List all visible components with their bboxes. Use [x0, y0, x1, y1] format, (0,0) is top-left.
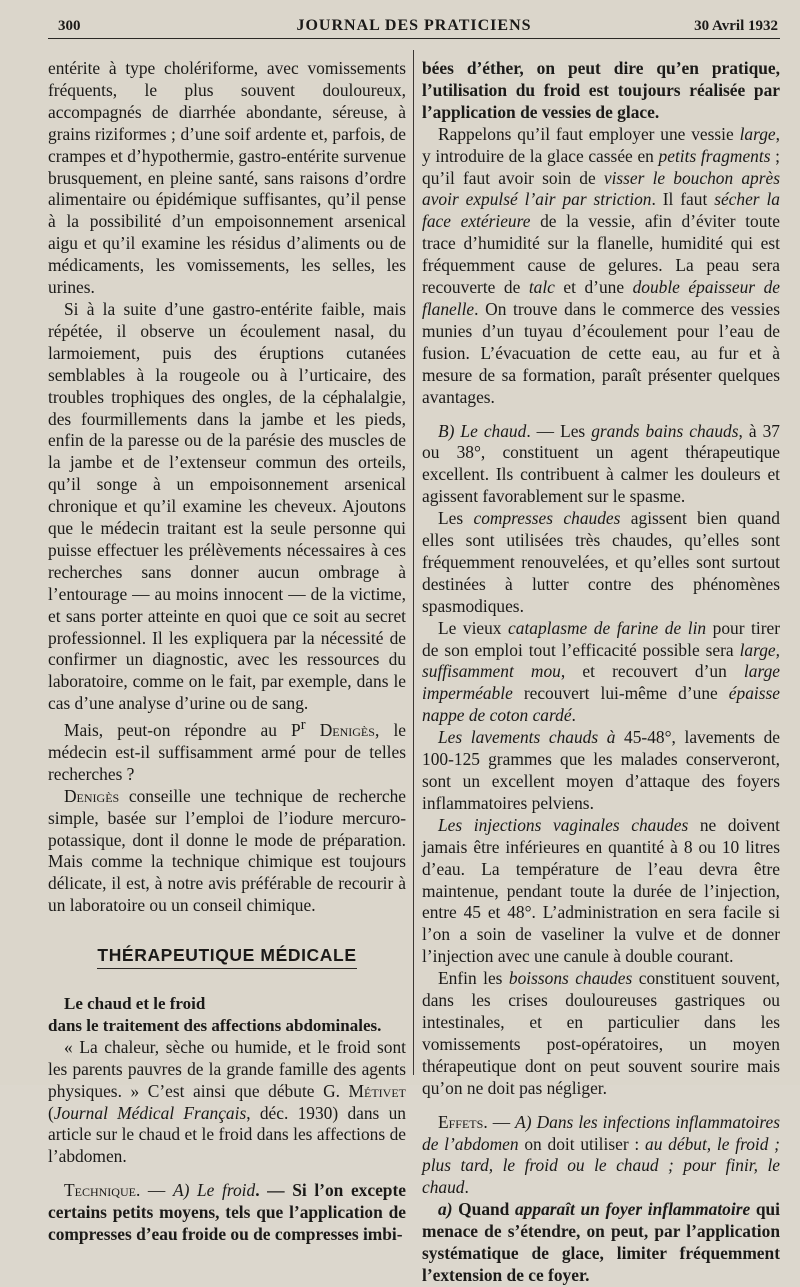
paragraph-ice-bag-method: Rappelons qu’il faut employer une vessie large, y introduire de la glace cassée en petits fragments ; qu’il faut avoir soin de visser le bouchon après avoir expulsé l’air par striction. Il faut sécher la face extérieure de la vessie, afin d’éviter toute trace d’humidité sur la flanelle, humidité qui est fréquemment cause de gelures. La peau sera recouverte de talc et d’une double épaisseur de flanelle. On trouve dans le commerce des vessies munies d’un tuyau d’écoulement pour l’eau de fusion. L’évacuation de cette eau, au fur et à mesure de sa formation, paraît présenter quelques avantages.: [422, 123, 781, 407]
author-name: Métivet: [348, 1080, 406, 1101]
paragraph-hot-compresses: Les compresses chaudes agissent bien quand elles sont utilisées très chaudes, qu’elles sont fréquemment renouvelées, et qu’elles sont surtout destinées à lutter contre des phénomènes spasmodiques.: [422, 508, 781, 616]
paragraph-hot-drinks: Enfin les boissons chaudes constituent souvent, dans les crises douloureuses gastriques ou intestinales, et en particulier dans les vomissements post-opératoires, un moyen thérapeutique dont on peut souvent sourire mais qu’on ne doit pas négliger.: [422, 968, 780, 1098]
run-in-heading: Technique: [64, 1180, 136, 1201]
paragraph-arsenic-chronic: Si à la suite d’une gastro-entérite faible, mais répétée, il observe un écoulement nasal, du larmoiement, puis des éruptions cutanées semblables à la rougeole ou à l’urticaire, des troubles trophiques des ongles, de la céphalalgie, des fourmillements dans la jambe et les pieds, enfin de la paresse ou de la parésie des muscles de la jambe et de l’extenseur commun des orteils, qu’il songe à un empoisonnement arsenical chronique et qu’il examine les cheveux. Ajoutons que le médecin traitant est la seule personne qui puisse effectuer les prélèvements nécessaires à ces recherches sans donner aucun ombrage à l’entourage — au moins innocent — de la victime, et sans porter atteinte en quoi que ce soit au secret professionnel. Il les expliquera par la nécessité de confirmer un diagnostic, avec les ressources du laboratoire, comme on le fait, par exemple, dans le cas d’une analyse d’urine ou de sang.: [48, 298, 406, 714]
journal-name: Journal Médical Français: [53, 1102, 247, 1123]
left-column: [48, 58, 406, 1246]
paragraph-deniges-question: Mais, peut-on répondre au $P^r$ Denigès, le médecin est-il suffisamment armé pour de telles recherches ?: [48, 717, 406, 784]
paragraph-heat-baths: B) Le chaud. — Les grands bains chauds, à 37 ou 38°, constituent un agent thérapeutique excellent. Ils contribuent à calmer les douleurs et agissent favorablement sur le spasme.: [422, 420, 780, 507]
paragraph-enemas: Les lavements chauds à 45-48°, lavements de 100-125 grammes que les malades conserveront, sont un excellent moyen d’attaque des foyers inflammatoires pelviens.: [422, 727, 781, 813]
run-in-heading: Effets: [438, 1111, 484, 1132]
right-column: [422, 58, 780, 1287]
paragraph-deniges-technique: Denigès conseille une technique de recherche simple, basée sur l’emploi de l’iodure mercuro-potassique, dont il donne le mode de préparation. Mais comme la technique chimique est toujours délicate, il est, à notre avis préférable de recourir à un laboratoire ou un conseil chimique.: [48, 785, 406, 916]
article-title: Le chaud et le froid dans le traitement des affections abdominales.: [48, 994, 382, 1035]
paragraph-effects: Effets. — A) Dans les infections inflammatoires de l’abdomen on doit utiliser : au début, le froid ; plus tard, le froid ou le chaud ; pour finir, le chaud.: [422, 1111, 780, 1198]
author-name: Denigès: [319, 719, 375, 740]
author-name: Denigès: [64, 785, 120, 806]
journal-title: JOURNAL DES PRATICIENS: [296, 17, 532, 34]
page-header: [48, 12, 780, 39]
paragraph-intro-quote: « La chaleur, sèche ou humide, et le froid sont les parents pauvres de la grande famille des agents physiques. » C’est ainsi que débute G. Métivet (Journal Médical Français, déc. 1930) dans un article sur le chaud et le froid dans les affections de l’abdomen.: [48, 1036, 406, 1167]
column-divider: [413, 50, 414, 1075]
paragraph-arsenic-acute: entérite à type cholériforme, avec vomissements fréquents, le plus souvent douloureux, accompagnés de diarrhée abondante, séreuse, à grains riziformes ; d’une soif ardente et, parfois, de crampes et d’hypothermie, gastro-entérite survenue brusquement, en pleine santé, sans raisons d’ordre alimentaire ou épidémique suffisantes, qu’il pense à la possibilité d’un empoisonnement arsenical aigu et qu’il examine les résidus d’aliments ou de médicaments, les vomissements, les selles, les urines.: [48, 58, 406, 298]
issue-date: 30 Avril 1932: [694, 18, 778, 34]
page-number: 300: [58, 18, 81, 34]
paragraph-vaginal-injections: Les injections vaginales chaudes ne doivent jamais être inférieures en quantité à 8 ou 10 litres d’eau. La température de l’eau devra être maintenue, pendant toute la durée de l’injection, entre 45 et 48°. L’administration en sera facile si l’on a soin de vaseliner la vulve et de donner l’injection avec une canule à double courant.: [422, 814, 780, 967]
paragraph-poultice: Le vieux cataplasme de farine de lin pour tirer de son emploi tout l’efficacité possible sera large, suffisamment mou, et recouvert d’un large imperméable recouvert lui-même d’une épaisse nappe de coton cardé.: [422, 617, 780, 726]
paragraph-ice-bags: bées d’éther, on peut dire qu’en pratique, l’utilisation du froid est toujours réalisée par l’application de vessies de glace.: [422, 58, 780, 122]
paragraph-inflammatory-focus: a) Quand apparaît un foyer inflammatoire qui menace de s’étendre, on peut, par l’application systématique de glace, limiter fréquemment l’extension de ce foyer.: [422, 1199, 780, 1285]
section-heading: THÉRAPEUTIQUE MÉDICALE: [48, 945, 406, 967]
paragraph-technique-cold: Technique. — A) Le froid. — Si l’on excepte certains petits moyens, tels que l’application de compresses d’eau froide ou de compresses imbi-: [48, 1180, 406, 1245]
